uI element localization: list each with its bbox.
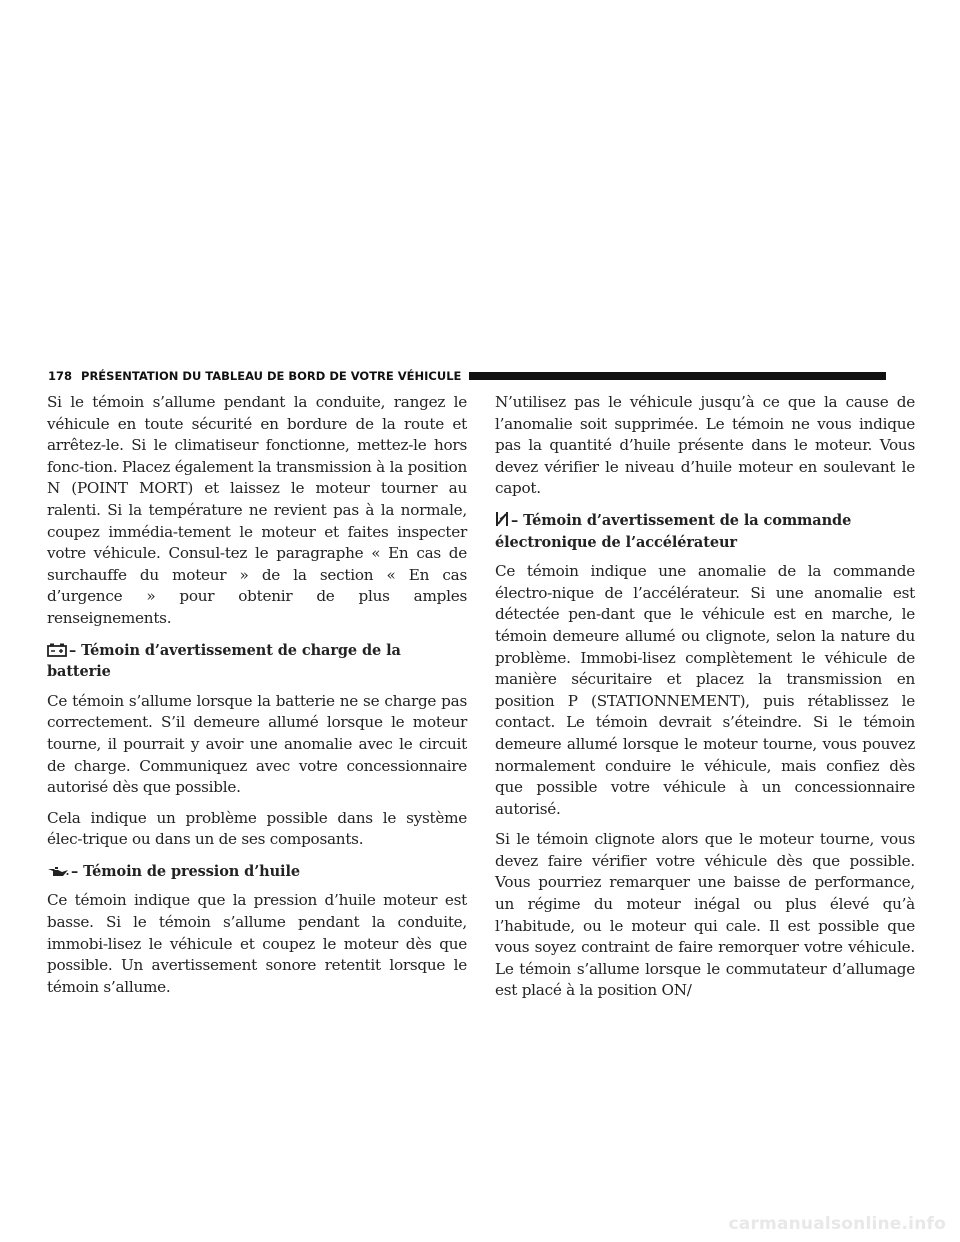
header-rule: [469, 372, 886, 380]
right-column: [495, 392, 915, 1011]
battery-icon: [47, 643, 67, 657]
oil-paragraph: Ce témoin indique que la pression d’huile moteur est basse. Si le témoin s’allume pendant la conduite, immobi-lisez le véhicule et coupez le moteur dès que possible. Un avertissement sonore retentit lorsque le témoin s’allume.: [47, 891, 467, 996]
throttle-icon: [495, 511, 509, 527]
oil-heading: [47, 861, 467, 883]
throttle-paragraph-1: Ce témoin indique une anomalie de la commande électro-nique de l’accélérateur. Si une anomalie est détectée pen-dant que le véhicule est en marche, le témoin demeure allumé ou clignote, selon la nature du problème. Immobi-lisez complètement le véhicule de manière sécuritaire et placez la transmission en position P (STATIONNEMENT), puis rétablissez le contact. Le témoin devrait s’éteindre. Si le témoin demeure allumé lorsque le moteur tourne, vous pouvez normalement conduire le véhicule, mais confiez dès que possible votre véhicule à un concessionnaire autorisé.: [495, 562, 915, 818]
page-header: [48, 366, 886, 386]
oil-continued-paragraph: N’utilisez pas le véhicule jusqu’à ce que la cause de l’anomalie soit supprimée. Le témoin ne vous indique pas la quantité d’huile présente dans le moteur. Vous devez vérifier le niveau d’huile moteur en soulevant le capot.: [495, 393, 915, 498]
overheat-paragraph: Si le témoin s’allume pendant la conduite, rangez le véhicule en toute sécurité en bordure de la route et arrêtez-le. Si le climatiseur fonctionne, mettez-le hors fonc-tion. Placez également la transmission à la position N (POINT MORT) et laissez le moteur tourner au ralenti. Si la température ne revient pas à la normale, coupez immédia-tement le moteur et faites inspecter votre véhicule. Consul-tez le paragraphe « En cas de surchauffe du moteur » de la section « En cas d’urgence » pour obtenir de plus amples renseignements.: [47, 393, 467, 627]
battery-paragraph-1: Ce témoin s’allume lorsque la batterie ne se charge pas correctement. S’il demeure allumé lorsque le moteur tourne, il pourrait y avoir une anomalie avec le circuit de charge. Communiquez avec votre concessionnaire autorisé dès que possible.: [47, 691, 467, 797]
throttle-heading: [495, 510, 915, 553]
throttle-paragraph-2: Si le témoin clignote alors que le moteur tourne, vous devez faire vérifier votre véhicule dès que possible. Vous pourriez remarquer une baisse de performance, un régime du moteur inégal ou plus élevé qu’à l’habitude, ou le moteur qui cale. Il est possible que vous soyez contraint de faire remorquer votre véhicule. Le témoin s’allume lorsque le commutateur d’allumage est placé à la position ON/: [495, 830, 915, 1000]
battery-paragraph-2: Cela indique un problème possible dans le système élec-trique ou dans un de ses composants.: [47, 808, 467, 849]
battery-heading-text: – Témoin d’avertissement de charge de la batterie: [47, 641, 401, 681]
watermark: carmanualsonline.info: [728, 1214, 946, 1234]
oil-heading-text: – Témoin de pression d’huile: [71, 862, 300, 880]
throttle-heading-text: – Témoin d’avertissement de la commande électronique de l’accélérateur: [495, 511, 852, 551]
oil-can-icon: [47, 866, 69, 878]
battery-heading: [47, 640, 467, 683]
header-title: PRÉSENTATION DU TABLEAU DE BORD DE VOTRE VÉHICULE: [81, 369, 462, 383]
page-number: 178: [48, 369, 73, 383]
left-column: [47, 392, 467, 1007]
